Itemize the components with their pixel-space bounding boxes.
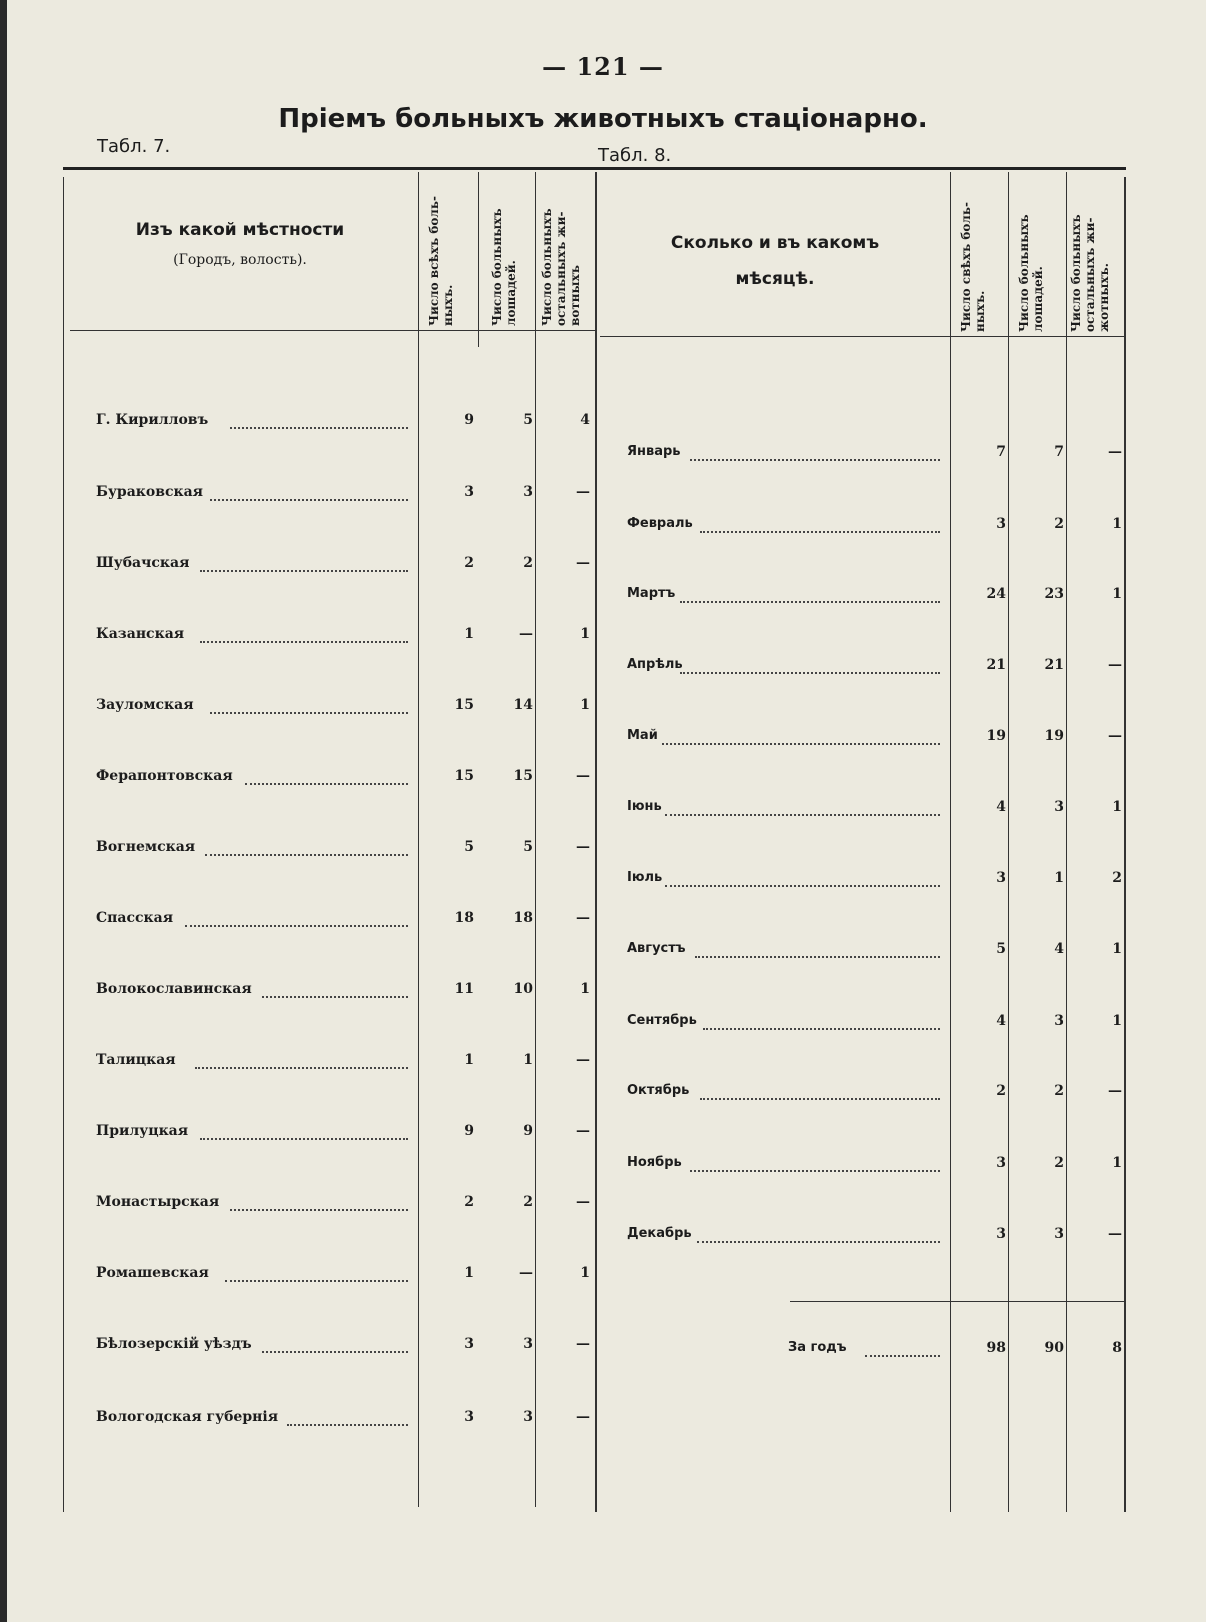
other-cell: 1 [1112,586,1122,602]
place-name: Г. Кирилловъ [96,412,209,428]
place-name: Волокославинская [96,981,252,997]
table8-label: Табл. 8. [598,145,672,166]
horses-cell: 19 [1044,728,1064,744]
total-cell: 7 [996,444,1006,460]
total-cell: 3 [996,516,1006,532]
other-cell: — [576,1194,590,1210]
t7-header-rule [70,330,595,331]
place-name: Зауломская [96,697,194,713]
t8-header-month [610,225,940,297]
horses-cell: 1 [523,1052,533,1068]
t8-header-total: Число свѣхъ боль- ныхъ. [959,201,987,332]
t7-header-place-title: Изъ какой мѣстности [135,220,345,240]
t7-col-divider-header-2 [478,172,479,347]
horses-cell: 2 [1054,1155,1064,1171]
horses-cell: 3 [523,1336,533,1352]
other-cell: 1 [1112,941,1122,957]
month-name: Іюль [627,870,663,885]
month-name: Декабрь [627,1226,692,1241]
place-name: Талицкая [96,1052,176,1068]
t7-col-divider-header-1 [418,172,419,347]
total-cell: 4 [996,799,1006,815]
month-name: Май [627,728,658,743]
t7-col-divider-2 [535,347,536,1507]
month-name: Ноябрь [627,1155,682,1170]
total-cell: 2 [464,1194,474,1210]
top-rule [63,167,1126,170]
other-cell: — [576,1336,590,1352]
total-cell: 1 [464,626,474,642]
other-cell: — [1108,657,1122,673]
total-cell: 21 [986,657,1006,673]
month-name: Мартъ [627,586,676,601]
other-cell: 8 [1112,1340,1122,1356]
total-cell: 5 [464,839,474,855]
other-cell: 1 [580,697,590,713]
horses-cell: 3 [523,1409,533,1425]
place-name: Вогнемская [96,839,196,855]
horses-cell: — [519,626,533,642]
total-cell: 1 [464,1052,474,1068]
horses-cell: 2 [1054,1083,1064,1099]
horses-cell: 9 [523,1123,533,1139]
total-cell: 1 [464,1265,474,1281]
month-name: Апрѣль [627,657,683,672]
month-name: Августъ [627,941,686,956]
horses-cell: 7 [1054,444,1064,460]
horses-cell: 1 [1054,870,1064,886]
total-cell: 11 [454,981,474,997]
horses-cell: 2 [1054,516,1064,532]
other-cell: — [1108,444,1122,460]
horses-cell: 3 [1054,799,1064,815]
total-cell: 3 [996,870,1006,886]
place-name: Бураковская [96,484,204,500]
other-cell: — [576,910,590,926]
t8-col-divider-3 [1066,172,1067,1512]
total-cell: 3 [464,484,474,500]
place-name: Ромашевская [96,1265,209,1281]
month-name: Іюнь [627,799,662,814]
other-cell: 1 [1112,799,1122,815]
t8-total-rule [790,1301,1124,1302]
total-cell: 15 [454,697,474,713]
total-cell: 5 [996,941,1006,957]
t7-header-place [70,220,410,268]
horses-cell: 90 [1044,1340,1064,1356]
month-name: Сентябрь [627,1013,697,1028]
horses-cell: 23 [1044,586,1064,602]
t7-header-other: Число больныхъ остальныхъ жи- вотныхъ [540,208,582,326]
table-middle-divider [595,172,597,1512]
horses-cell: 15 [513,768,533,784]
total-cell: 19 [986,728,1006,744]
other-cell: — [576,1052,590,1068]
month-name: Февраль [627,516,693,531]
total-cell: 4 [996,1013,1006,1029]
place-name: Прилуцкая [96,1123,189,1139]
t8-header-horses: Число больныхъ лошадей. [1017,214,1045,332]
total-cell: 9 [464,1123,474,1139]
place-name: Шубачская [96,555,190,571]
table7-label: Табл. 7. [97,136,171,157]
horses-cell: 4 [1054,941,1064,957]
month-name: Октябрь [627,1083,690,1098]
other-cell: — [576,484,590,500]
horses-cell: — [519,1265,533,1281]
other-cell: 1 [1112,1155,1122,1171]
horses-cell: 10 [513,981,533,997]
horses-cell: 5 [523,412,533,428]
horses-cell: 3 [523,484,533,500]
total-cell: 9 [464,412,474,428]
other-cell: 1 [580,981,590,997]
book-spine-edge [0,0,7,1622]
horses-cell: 2 [523,1194,533,1210]
other-cell: 1 [1112,1013,1122,1029]
horses-cell: 5 [523,839,533,855]
other-cell: — [1108,1226,1122,1242]
other-cell: — [576,555,590,571]
other-cell: — [576,1409,590,1425]
total-cell: 3 [464,1409,474,1425]
other-cell: 1 [580,1265,590,1281]
t8-header-month-line2: мѣсяцѣ. [735,269,815,289]
t7-header-horses: Число больныхъ лошадей. [490,208,518,326]
other-cell: 1 [580,626,590,642]
other-cell: 1 [1112,516,1122,532]
t7-col-divider-1 [418,347,419,1507]
total-cell: 3 [996,1226,1006,1242]
other-cell: 2 [1112,870,1122,886]
other-cell: — [1108,1083,1122,1099]
total-cell: 15 [454,768,474,784]
page-number: — 121 — [542,52,664,81]
page-title: Пріемъ больныхъ животныхъ стаціонарно. [278,104,928,134]
horses-cell: 21 [1044,657,1064,673]
place-name: Казанская [96,626,185,642]
horses-cell: 3 [1054,1226,1064,1242]
total-label: За годъ [788,1340,847,1355]
total-cell: 3 [996,1155,1006,1171]
t7-header-place-subtitle: (Городъ, волость). [173,252,307,268]
horses-cell: 3 [1054,1013,1064,1029]
t8-header-rule [600,336,1124,337]
table-right-border [1124,177,1126,1512]
t8-header-month-line1: Сколько и въ какомъ [670,233,880,253]
total-cell: 2 [464,555,474,571]
place-name: Бѣлозерскій уѣздъ [96,1336,252,1352]
t7-header-total: Число всѣхъ боль- ныхъ. [427,195,455,326]
place-name: Спасская [96,910,174,926]
total-cell: 2 [996,1083,1006,1099]
other-cell: — [1108,728,1122,744]
other-cell: — [576,768,590,784]
place-name: Вологодская губернія [96,1409,279,1425]
other-cell: 4 [580,412,590,428]
place-name: Монастырская [96,1194,220,1210]
t8-header-other: Число больныхъ остальныхъ жи- жотныхъ. [1069,214,1111,332]
horses-cell: 2 [523,555,533,571]
t7-col-divider-header-3 [535,172,536,347]
table-left-border [63,177,64,1512]
t8-col-divider-2 [1008,172,1009,1512]
place-name: Ферапонтовская [96,768,233,784]
total-cell: 98 [986,1340,1006,1356]
total-cell: 18 [454,910,474,926]
other-cell: — [576,839,590,855]
total-cell: 24 [986,586,1006,602]
horses-cell: 14 [513,697,533,713]
month-name: Январь [627,444,681,459]
other-cell: — [576,1123,590,1139]
total-cell: 3 [464,1336,474,1352]
horses-cell: 18 [513,910,533,926]
t8-col-divider-1 [950,172,951,1512]
